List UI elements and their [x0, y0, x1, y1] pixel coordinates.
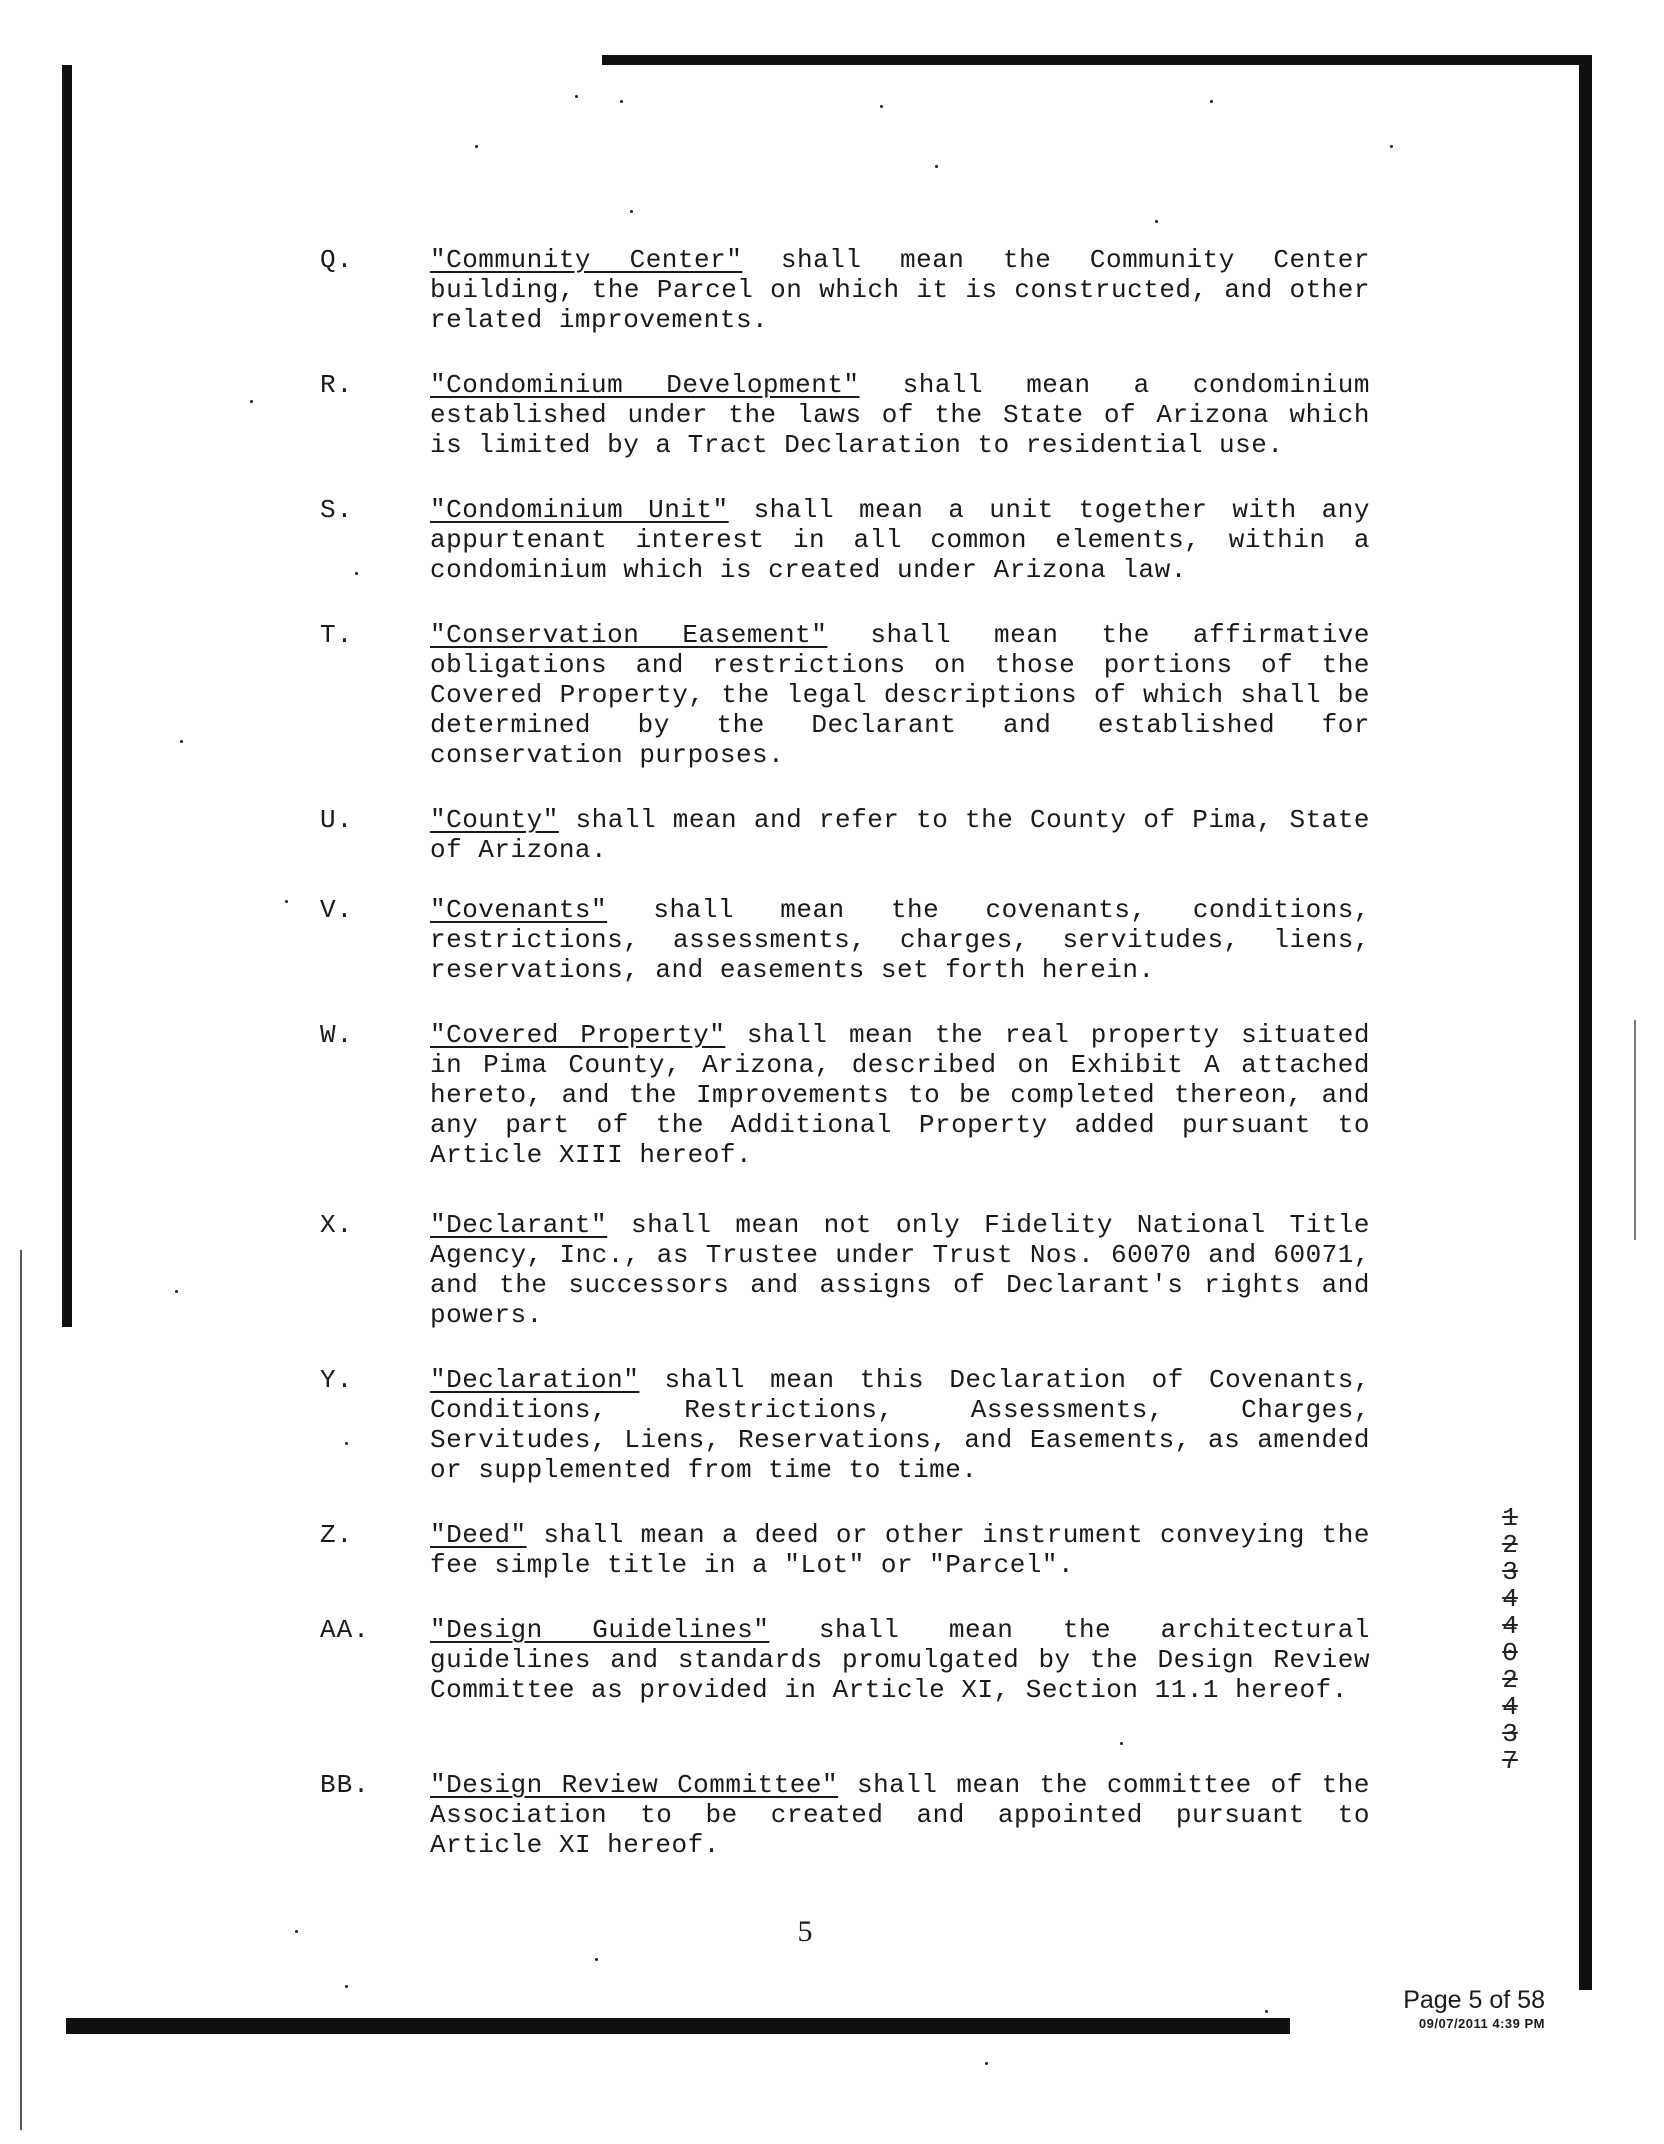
- scan-speckle: [355, 572, 358, 575]
- definition-letter: X.: [320, 1210, 354, 1240]
- definition-body: shall mean this Declaration of Covenants, Conditions, Restrictions, Assessments, Charges, Servitudes, Liens, Reservations, and Easements, as amended or supplemented from time to time.: [430, 1365, 1370, 1485]
- page-number: 5: [797, 1915, 813, 1948]
- scan-speckle: [1265, 2010, 1268, 2013]
- docket-digit: 4: [1502, 1692, 1518, 1722]
- scan-speckle: [1155, 220, 1158, 223]
- definition-text: [430, 245, 1370, 335]
- scan-border-bottom: [66, 2018, 1290, 2034]
- scan-speckle: [630, 210, 633, 213]
- defined-term: "Covered Property": [430, 1020, 726, 1050]
- definition-body: shall mean a unit together with any appurtenant interest in all common elements, within a condominium which is created under Arizona law.: [430, 495, 1370, 585]
- definition-letter: Z.: [320, 1520, 354, 1550]
- defined-term: "Declarant": [430, 1210, 608, 1240]
- docket-digit: 2: [1502, 1530, 1518, 1560]
- definition-letter: R.: [320, 370, 354, 400]
- scan-speckle: [595, 1958, 598, 1961]
- definition-letter: S.: [320, 495, 354, 525]
- definition-body: shall mean not only Fidelity National Title Agency, Inc., as Trustee under Trust Nos. 60070 and 60071, and the successors and assigns of Declarant's rights and powers.: [430, 1210, 1370, 1330]
- definition-body: shall mean the affirmative obligations and restrictions on those portions of the Covered Property, the legal descriptions of which shall be determined by the Declarant and established for conservation purposes.: [430, 620, 1370, 770]
- definition-text: [430, 805, 1370, 865]
- definition-body: shall mean the architectural guidelines and standards promulgated by the Design Review Committee as provided in Article XI, Section 11.1 hereof.: [430, 1615, 1370, 1705]
- scan-speckle: [575, 95, 578, 98]
- scan-speckle: [175, 1290, 178, 1293]
- scan-speckle: [935, 165, 938, 168]
- scan-speckle: [250, 400, 253, 403]
- defined-term: "Deed": [430, 1520, 527, 1550]
- definition-body: shall mean a deed or other instrument conveying the fee simple title in a "Lot" or "Parcel".: [430, 1520, 1370, 1580]
- scan-speckle: [1390, 145, 1393, 148]
- defined-term: "Covenants": [430, 895, 608, 925]
- defined-term: "Declaration": [430, 1365, 640, 1395]
- definition-letter: BB.: [320, 1770, 370, 1800]
- docket-digit: 7: [1502, 1746, 1518, 1776]
- definition-letter: V.: [320, 895, 354, 925]
- definition-text: [430, 1770, 1370, 1860]
- definition-body: shall mean a condominium established under the laws of the State of Arizona which is limited by a Tract Declaration to residential use.: [430, 370, 1370, 460]
- defined-term: "County": [430, 805, 559, 835]
- docket-digit: 3: [1502, 1719, 1518, 1749]
- docket-digit: 4: [1502, 1611, 1518, 1641]
- definition-text: [430, 1365, 1370, 1485]
- scan-speckle: [1210, 100, 1213, 103]
- definition-text: [430, 895, 1370, 985]
- definition-letter: U.: [320, 805, 354, 835]
- definition-text: [430, 620, 1370, 770]
- defined-term: "Design Review Committee": [430, 1770, 839, 1800]
- definition-letter: AA.: [320, 1615, 370, 1645]
- definition-body: shall mean the covenants, conditions, restrictions, assessments, charges, servitudes, liens, reservations, and easements set forth herein.: [430, 895, 1370, 985]
- scan-speckle: [475, 145, 478, 148]
- defined-term: "Conservation Easement": [430, 620, 828, 650]
- defined-term: "Design Guidelines": [430, 1615, 770, 1645]
- scan-speckle: [985, 2062, 988, 2065]
- scan-speckle: [1120, 1742, 1123, 1745]
- definition-text: [430, 1615, 1370, 1705]
- definition-text: [430, 495, 1370, 585]
- definition-letter: Q.: [320, 245, 354, 275]
- docket-digit: 2: [1502, 1665, 1518, 1695]
- defined-term: "Community Center": [430, 245, 743, 275]
- definition-letter: T.: [320, 620, 354, 650]
- definition-text: [430, 370, 1370, 460]
- scan-speckle: [345, 1985, 348, 1988]
- scan-speckle: [620, 100, 623, 103]
- definition-body: shall mean the committee of the Association to be created and appointed pursuant to Article XI hereof.: [430, 1770, 1370, 1860]
- definition-letter: Y.: [320, 1365, 354, 1395]
- print-timestamp: 09/07/2011 4:39 PM: [1418, 2016, 1545, 2031]
- definition-text: [430, 1210, 1370, 1330]
- defined-term: "Condominium Unit": [430, 495, 729, 525]
- definition-text: [430, 1020, 1370, 1170]
- docket-digit: 0: [1502, 1638, 1518, 1668]
- scan-speckle: [285, 900, 288, 903]
- scan-speckle: [295, 1930, 298, 1933]
- definition-body: shall mean the Community Center building, the Parcel on which it is constructed, and other related improvements.: [430, 245, 1370, 335]
- docket-digit: 3: [1502, 1557, 1518, 1587]
- recording-docket-number: [1490, 1503, 1530, 1776]
- definition-body: shall mean and refer to the County of Pima, State of Arizona.: [430, 805, 1370, 865]
- scan-speckle: [345, 1442, 348, 1445]
- page-count-label: Page 5 of 58: [1403, 1986, 1545, 2014]
- docket-digit: 4: [1502, 1584, 1518, 1614]
- definition-letter: W.: [320, 1020, 354, 1050]
- definition-body: shall mean the real property situated in Pima County, Arizona, described on Exhibit A attached hereto, and the Improvements to be completed thereon, and any part of the Additional Property added pursuant to Article XIII hereof.: [430, 1020, 1370, 1170]
- defined-term: "Condominium Development": [430, 370, 860, 400]
- docket-digit: 1: [1502, 1503, 1518, 1533]
- scan-speckle: [180, 740, 183, 743]
- definition-text: [430, 1520, 1370, 1580]
- scan-speckle: [880, 105, 883, 108]
